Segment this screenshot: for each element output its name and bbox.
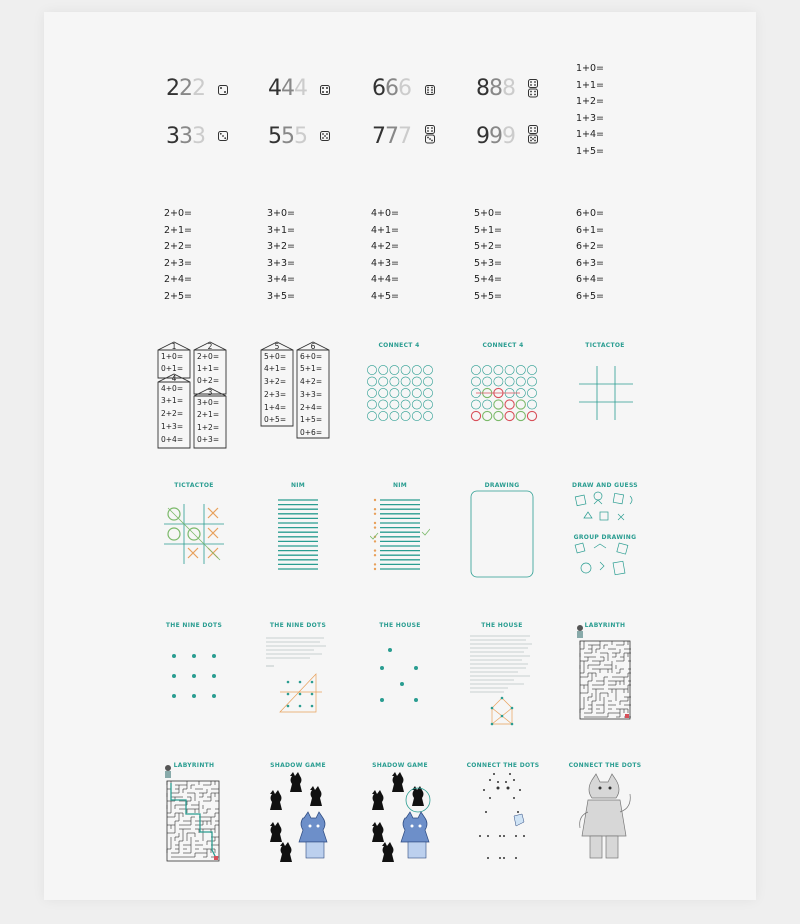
labyrinth-maze-solved [166,780,220,862]
connect4-slot [401,411,410,420]
svg-text:2+2=: 2+2= [161,409,184,418]
dice-two-icon [218,85,228,95]
connect4-slot [412,365,421,374]
tictactoe-played-sheet [150,480,238,576]
connect4-slot [527,411,536,420]
connect4-slot [379,365,388,374]
dot [499,857,501,859]
drawing-title: DRAWING [484,482,520,489]
dot [487,835,489,837]
svg-text:4+1=: 4+1= [264,364,287,373]
connect4-slot [423,388,432,397]
nim-mark [374,554,376,556]
dot [509,773,511,775]
labyrinth-sheet [560,620,650,730]
house-solution [468,632,538,728]
connect4-slot [483,411,492,420]
fives-addition-list: 5+0= 5+1= 5+2= 5+3= 5+4= 5+5= [474,208,503,302]
svg-text:2+4=: 2+4= [300,403,323,412]
connect4-blank-sheet [355,340,443,430]
svg-text:0+6=: 0+6= [300,428,323,437]
svg-text:5+0=: 5+0= [264,352,287,361]
threes-addition-list: 3+0= 3+1= 3+2= 3+3= 3+4= 3+5= [267,208,296,302]
connect4-slot [483,400,492,409]
connect4-slot [516,411,525,420]
connect4-slot [401,388,410,397]
svg-text:1+5=: 1+5= [300,415,323,424]
check-icon [370,533,378,539]
nim-title: NIM [392,482,408,489]
svg-text:5+1=: 5+1= [300,364,323,373]
connect4-slot [367,388,376,397]
nine-dots-solution [264,634,334,720]
connect4-slot [379,377,388,386]
dot [499,835,501,837]
svg-text:0+2=: 0+2= [197,376,220,385]
dot [517,811,519,813]
connect4-slot [390,365,399,374]
dot [497,781,499,783]
shadow-game-solved-sheet [356,760,444,870]
svg-text:3+0=: 3+0= [197,398,220,407]
dot [515,835,517,837]
nim-title: NIM [290,482,306,489]
tictactoe-blank-sheet [561,340,649,430]
house-2-roof: 2 [207,342,213,351]
group-doodles-icon [572,542,638,578]
shadow-silhouettes-solved [366,770,436,866]
nim-mark [374,549,376,551]
connect4-slot [471,411,480,420]
svg-text:1+1=: 1+1= [197,364,220,373]
connect4-slot [423,400,432,409]
dot [503,857,505,859]
house-title: THE HOUSE [481,622,523,629]
drawing-sheet [458,480,546,576]
svg-text:6+0=: 6+0= [300,352,323,361]
connect4-slot [494,377,503,386]
connect4-slot [379,400,388,409]
nim-sticks-played [370,494,430,574]
svg-text:4+2=: 4+2= [300,377,323,386]
svg-text:4+0=: 4+0= [161,384,184,393]
traced-number-3: 333 [166,124,205,149]
connect4-slot [471,377,480,386]
tictactoe-grid [577,364,635,422]
nim-mark [374,526,376,528]
dot [519,789,521,791]
connect4-slot [412,411,421,420]
svg-text:2+3=: 2+3= [264,390,287,399]
connect4-slot [471,400,480,409]
dot [487,857,489,859]
connect4-slot [367,411,376,420]
connect4-slot [401,400,410,409]
connect4-slot [367,400,376,409]
nim-mark [374,522,376,524]
cat-character-icon [162,764,174,780]
nine-dots-title: THE NINE DOTS [269,622,327,629]
check-icon [422,529,430,535]
tictactoe-title: TICTACTOE [585,342,625,349]
nim-blank-sheet [254,480,342,576]
house-solution-sheet [458,620,546,730]
doodles-icon [574,490,638,526]
nim-mark [374,568,376,570]
cat-shield [514,814,524,826]
svg-text:3+3=: 3+3= [300,390,323,399]
connect4-title: CONNECT 4 [378,342,420,349]
connect4-slot [527,400,536,409]
connect4-slot [401,365,410,374]
connect4-slot [505,411,514,420]
connect4-slot [367,377,376,386]
traced-number-9: 999 [476,124,515,149]
connect4-played-sheet [459,340,547,430]
dot [485,811,487,813]
connect4-slot [379,388,388,397]
connect4-slot [367,365,376,374]
connect4-slot [390,400,399,409]
connect4-slot [516,377,525,386]
svg-text:1+4=: 1+4= [264,403,287,412]
connect4-slot [423,365,432,374]
connect-the-dots-title: CONNECT THE DOTS [568,762,642,769]
connect4-grid [470,364,538,424]
maze-goal [214,856,218,860]
traced-number-5: 555 [268,124,307,149]
connect4-slot [505,400,514,409]
connect4-slot [527,365,536,374]
labyrinth-maze [579,640,631,720]
dice-seven-icon [425,125,435,144]
connect-the-dots-title: CONNECT THE DOTS [466,762,540,769]
connect4-slot [494,400,503,409]
nim-mark [374,563,376,565]
connect4-slot [516,365,525,374]
connect4-slot [483,365,492,374]
connect4-slot [527,388,536,397]
svg-text:0+1=: 0+1= [161,364,184,373]
connect4-slot [527,377,536,386]
dot [523,835,525,837]
traced-number-4: 444 [268,76,307,101]
nine-dots-grid [168,650,220,702]
svg-text:2+1=: 2+1= [197,410,220,419]
maze-goal [625,714,629,718]
connect-the-dots-cat [574,772,636,864]
dot [503,835,505,837]
drawing-frame [470,490,534,578]
connect-the-dots-sheet [458,760,548,870]
connect4-slot [412,377,421,386]
house-5-roof: 5 [274,342,280,351]
connect4-slot [471,365,480,374]
nine-dots-title: THE NINE DOTS [165,622,223,629]
house-4-roof: 4 [171,374,177,383]
connect4-slot [390,388,399,397]
dot [513,797,515,799]
svg-text:0+5=: 0+5= [264,415,287,424]
cat-character-icon [401,812,429,858]
connect4-slot [412,400,421,409]
house-title: THE HOUSE [379,622,421,629]
connect4-slot [505,377,514,386]
connect4-slot [494,411,503,420]
connect-the-dots-solved-sheet [560,760,650,870]
cat-character-icon [574,624,586,640]
connect4-slot [412,388,421,397]
nine-dots-sheet [150,620,238,716]
dice-six-icon [425,85,435,95]
svg-text:1+0=: 1+0= [161,352,184,361]
shadow-game-sheet [254,760,342,870]
shadow-silhouettes [264,770,334,866]
house-dots [376,644,424,706]
dice-nine-icon [528,125,538,144]
cat-eye [497,787,500,790]
connect4-title: CONNECT 4 [482,342,524,349]
dot [493,773,495,775]
dot [479,835,481,837]
draw-and-guess-sheet [560,480,650,580]
house-1-roof: 1 [171,342,177,351]
dice-eight-icon [528,79,538,98]
connect-the-dots-figure [472,772,534,864]
fours-addition-list: 4+0= 4+1= 4+2= 4+3= 4+4= 4+5= [371,208,400,302]
connect4-slot [516,400,525,409]
connect4-slot [423,377,432,386]
dot [483,789,485,791]
connect4-slot [390,377,399,386]
connect4-slot [390,411,399,420]
labyrinth-title: LABYRINTH [173,762,215,769]
dice-five-icon [320,131,330,141]
traced-number-7: 777 [372,124,411,149]
house-puzzle-sheet [356,620,444,716]
shadow-game-title: SHADOW GAME [270,762,326,769]
house-3-roof: 3 [207,388,213,397]
dot [489,797,491,799]
nine-dots-solution-sheet [254,620,342,720]
nim-sticks [276,494,320,574]
traced-number-8: 888 [476,76,515,101]
number-houses-5-6 [259,338,339,442]
connect4-slot [423,411,432,420]
traced-number-6: 666 [372,76,411,101]
ones-addition-list: 1+0= 1+1= 1+2= 1+3= 1+4= 1+5= [576,63,605,157]
connect4-slot [401,377,410,386]
svg-text:1+3=: 1+3= [161,422,184,431]
connect4-grid [366,364,434,424]
cat-character-icon [299,812,327,858]
dice-three-icon [218,131,228,141]
labyrinth-solved-sheet [150,760,238,870]
svg-text:1+2=: 1+2= [197,423,220,432]
cat-eye [507,787,510,790]
group-drawing-title: GROUP DRAWING [573,534,637,541]
house-6-roof: 6 [310,342,316,351]
dot [513,779,515,781]
svg-text:3+1=: 3+1= [161,396,184,405]
connect4-slot [494,365,503,374]
tictactoe-title: TICTACTOE [174,482,214,489]
nim-mark [374,508,376,510]
dot [489,779,491,781]
nim-played-sheet [356,480,444,576]
maze-solution-path [171,783,216,858]
svg-text:0+3=: 0+3= [197,435,220,444]
nim-mark [374,513,376,515]
labyrinth-title: LABYRINTH [584,622,626,629]
traced-number-2: 222 [166,76,205,101]
twos-addition-list: 2+0= 2+1= 2+2= 2+3= 2+4= 2+5= [164,208,193,302]
dot [515,857,517,859]
dot [505,781,507,783]
connect4-slot [505,365,514,374]
number-houses-1-4 [156,338,236,450]
tictactoe-played-grid [162,502,226,566]
connect4-slot [379,411,388,420]
svg-text:0+4=: 0+4= [161,435,184,444]
svg-text:2+0=: 2+0= [197,352,220,361]
nim-mark [374,540,376,542]
dice-four-icon [320,85,330,95]
nim-mark [374,499,376,501]
connect4-slot [483,377,492,386]
draw-and-guess-title: DRAW AND GUESS [572,482,638,489]
sixes-addition-list: 6+0= 6+1= 6+2= 6+3= 6+4= 6+5= [576,208,605,302]
svg-text:3+2=: 3+2= [264,377,287,386]
shadow-game-title: SHADOW GAME [372,762,428,769]
